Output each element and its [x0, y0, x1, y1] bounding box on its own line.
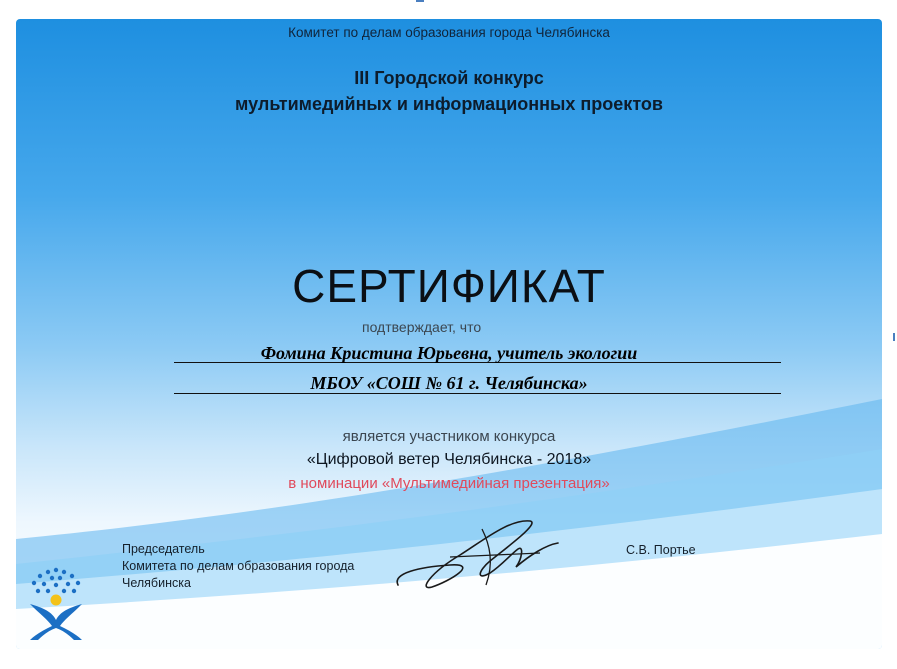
- tree-people-logo-icon: [26, 564, 86, 642]
- chair-title: [122, 541, 354, 592]
- contest-title-line1: III Городской конкурс: [354, 68, 544, 88]
- nomination-text: в номинации «Мультимедийная презентация»: [288, 475, 610, 492]
- event-name: «Цифровой ветер Челябинска - 2018»: [306, 451, 592, 468]
- organization-header: Комитет по делам образования города Челябинска: [288, 25, 610, 40]
- confirms-text: подтверждает, что: [362, 319, 482, 335]
- chair-line2: Комитета по делам образования города: [122, 559, 355, 573]
- contest-title-line2: мультимедийных и информационных проектов: [235, 94, 663, 114]
- chair-line1: Председатель: [122, 542, 205, 556]
- right-edge-marker: [893, 333, 895, 341]
- certificate-title: СЕРТИФИКАТ: [292, 260, 606, 312]
- contest-title: [16, 65, 882, 117]
- participant-text: является участником конкурса: [342, 428, 556, 445]
- recipient-name: Фомина Кристина Юрьевна, учитель экологии: [260, 343, 638, 363]
- certificate: [16, 19, 882, 649]
- chair-line3: Челябинска: [122, 576, 191, 590]
- recipient-school: МБОУ «СОШ № 61 г. Челябинска»: [310, 373, 588, 393]
- top-edge-marker: [416, 0, 424, 2]
- signer-name: С.В. Портье: [626, 543, 696, 557]
- handwritten-signature-icon: [390, 515, 560, 595]
